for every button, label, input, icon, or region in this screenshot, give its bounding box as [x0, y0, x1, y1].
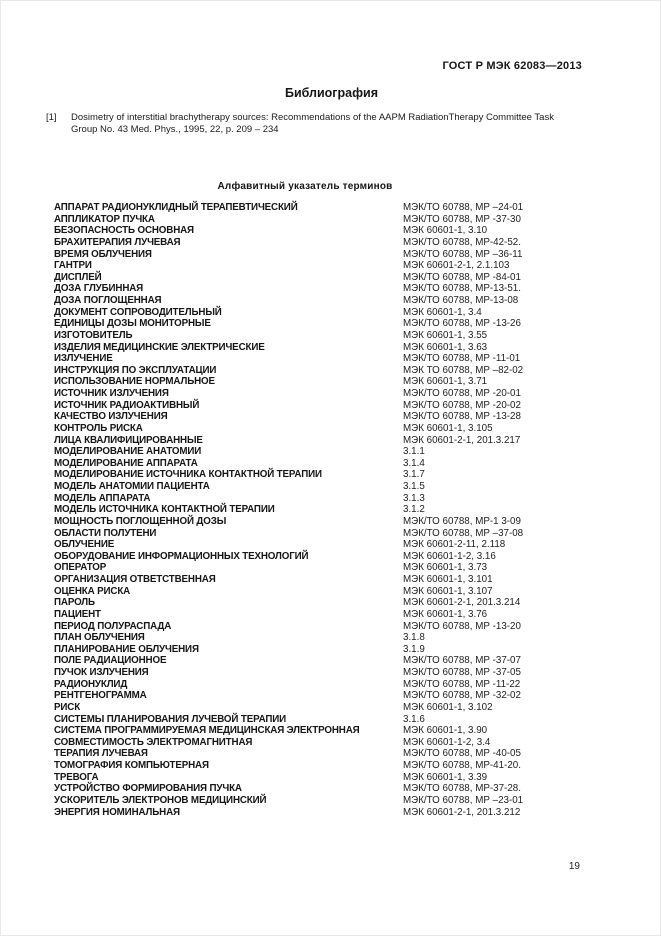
- index-row: [54, 667, 650, 679]
- index-term: РЕНТГЕНОГРАММА: [54, 690, 147, 702]
- index-row: [54, 423, 650, 435]
- standard-number: ГОСТ Р МЭК 62083—2013: [442, 60, 582, 72]
- index-term: ПЕРИОД ПОЛУРАСПАДА: [54, 620, 172, 632]
- index-title: Алфавитный указатель терминов: [217, 181, 393, 192]
- index-row: [54, 609, 650, 621]
- index-row: [54, 795, 650, 807]
- index-row: [54, 574, 650, 586]
- bibliography-entry: [46, 112, 576, 137]
- index-row: [54, 621, 650, 633]
- index-term: ЕДИНИЦЫ ДОЗЫ МОНИТОРНЫЕ: [54, 318, 211, 330]
- index-term: МОЩНОСТЬ ПОГЛОЩЕННОЙ ДОЗЫ: [54, 515, 227, 527]
- index-row: [54, 597, 650, 609]
- index-term: ИЗГОТОВИТЕЛЬ: [54, 329, 133, 341]
- index-ref: МЭК/ТО 60788, МР -37-07: [403, 655, 521, 667]
- index-row: [54, 644, 650, 656]
- index-row: [54, 376, 650, 388]
- index-ref: МЭК/ТО 60788, МР-41-20.: [403, 760, 521, 771]
- index-row: [54, 272, 650, 284]
- index-row: [54, 690, 650, 702]
- index-row: [54, 365, 650, 377]
- index-ref: МЭК 60601-1, 3.71: [403, 376, 488, 388]
- index-ref: МЭК 60601-1, 3.107: [403, 585, 493, 597]
- index-row: [54, 702, 650, 714]
- index-term: ТОМОГРАФИЯ КОМПЬЮТЕРНАЯ: [54, 760, 209, 771]
- index-term: БЕЗОПАСНОСТЬ ОСНОВНАЯ: [54, 225, 194, 237]
- index-term: ИЗДЕЛИЯ МЕДИЦИНСКИЕ ЭЛЕКТРИЧЕСКИЕ: [54, 341, 265, 353]
- index-term: ОРГАНИЗАЦИЯ ОТВЕТСТВЕННАЯ: [54, 574, 216, 585]
- index-row: [54, 458, 650, 470]
- index-term: МОДЕЛИРОВАНИЕ АНАТОМИИ: [54, 446, 202, 458]
- index-ref: МЭК/ТО 60788, МР -84-01: [403, 271, 521, 283]
- index-ref: 3.1.5: [403, 481, 425, 492]
- index-row: [54, 516, 650, 528]
- index-term: ДОЗА ПОГЛОЩЕННАЯ: [54, 295, 162, 306]
- index-ref: МЭК 60601-2-1, 201.3.217: [403, 434, 521, 446]
- index-ref: МЭК/ТО 60788, МР –24-01: [403, 202, 524, 213]
- index-term: ОБЛУЧЕНИЕ: [54, 539, 115, 551]
- index-term: ИЗЛУЧЕНИЕ: [54, 353, 113, 365]
- index-ref: МЭК 60601-1, 3.101: [403, 574, 493, 585]
- index-term: ДОЗА ГЛУБИННАЯ: [54, 283, 144, 295]
- index-term: ТЕРАПИЯ ЛУЧЕВАЯ: [54, 748, 148, 760]
- index-row: [54, 737, 650, 749]
- index-ref: МЭК 60601-1, 3.90: [403, 725, 488, 737]
- index-term: ПАЦИЕНТ: [54, 608, 101, 620]
- index-term: БРАХИТЕРАПИЯ ЛУЧЕВАЯ: [54, 236, 181, 248]
- index-term: ПЛАН ОБЛУЧЕНИЯ: [54, 632, 145, 644]
- index-term: МОДЕЛИРОВАНИЕ ИСТОЧНИКА КОНТАКТНОЙ ТЕРАПИИ: [54, 469, 322, 481]
- index-term: УСКОРИТЕЛЬ ЭЛЕКТРОНОВ МЕДИЦИНСКИЙ: [54, 794, 267, 806]
- index-row: [54, 539, 650, 551]
- index-term: ОБЛАСТИ ПОЛУТЕНИ: [54, 527, 157, 539]
- index-term: МОДЕЛЬ АППАРАТА: [54, 492, 151, 504]
- index-ref: МЭК 60601-1, 3.63: [403, 341, 488, 353]
- index-ref: 3.1.2: [403, 504, 425, 516]
- index-term: СОВМЕСТИМОСТЬ ЭЛЕКТРОМАГНИТНАЯ: [54, 736, 253, 748]
- index-ref: МЭК/ТО 60788, МР -20-02: [403, 399, 521, 411]
- index-term: АППЛИКАТОР ПУЧКА: [54, 213, 155, 225]
- index-row: [54, 481, 650, 493]
- index-term: ОПЕРАТОР: [54, 562, 107, 574]
- index-ref: МЭК/ТО 60788, МР -13-26: [403, 318, 521, 330]
- index-ref: МЭК/ТО 60788, МР -37-30: [403, 213, 521, 225]
- index-ref: МЭК 60601-1-2, 3.16: [403, 550, 496, 562]
- index-term: МОДЕЛЬ АНАТОМИИ ПАЦИЕНТА: [54, 481, 210, 492]
- index-term: ДОКУМЕНТ СОПРОВОДИТЕЛЬНЫЙ: [54, 306, 222, 318]
- index-term: ЛИЦА КВАЛИФИЦИРОВАННЫЕ: [54, 434, 203, 446]
- index-ref: МЭК 60601-1, 3.4: [403, 306, 482, 318]
- index-ref: 3.1.7: [403, 469, 425, 481]
- index-ref: МЭК/ТО 60788, МР -11-22: [403, 678, 521, 690]
- index-term: ОЦЕНКА РИСКА: [54, 585, 131, 597]
- index-row: [54, 214, 650, 226]
- index-term: УСТРОЙСТВО ФОРМИРОВАНИЯ ПУЧКА: [54, 783, 242, 795]
- index-term: КОНТРОЛЬ РИСКА: [54, 422, 143, 434]
- index-row: [54, 342, 650, 354]
- index-row: [54, 493, 650, 505]
- index-term: ИСТОЧНИК РАДИОАКТИВНЫЙ: [54, 399, 200, 411]
- index-term: ПОЛЕ РАДИАЦИОННОЕ: [54, 655, 167, 667]
- index-ref: 3.1.3: [403, 492, 425, 504]
- index-ref: МЭК ТО 60788, МР –82-02: [403, 364, 524, 376]
- index-row: [54, 504, 650, 516]
- index-term: ПЛАНИРОВАНИЕ ОБЛУЧЕНИЯ: [54, 643, 199, 655]
- index-row: [54, 353, 650, 365]
- index-row: [54, 469, 650, 481]
- index-row: [54, 435, 650, 447]
- index-row: [54, 260, 650, 272]
- index-term: МОДЕЛЬ ИСТОЧНИКА КОНТАКТНОЙ ТЕРАПИИ: [54, 504, 275, 516]
- index-row: [54, 283, 650, 295]
- index-ref: МЭК/ТО 60788, МР –23-01: [403, 794, 524, 806]
- index-ref: МЭК 60601-2-1, 2.1.103: [403, 260, 510, 272]
- index-ref: 3.1.8: [403, 632, 425, 644]
- index-row: [54, 318, 650, 330]
- index-row: [54, 714, 650, 726]
- index-ref: МЭК/ТО 60788, МР -32-02: [403, 690, 521, 702]
- index-row: [54, 411, 650, 423]
- bibliography-title: Библиография: [284, 86, 379, 100]
- index-row: [54, 748, 650, 760]
- index-ref: 3.1.1: [403, 446, 425, 458]
- index-term: КАЧЕСТВО ИЗЛУЧЕНИЯ: [54, 411, 168, 423]
- index-row: [54, 330, 650, 342]
- index-term: ГАНТРИ: [54, 260, 92, 272]
- index-ref: МЭК/ТО 60788, МР -13-20: [403, 620, 521, 632]
- index-term: СИСТЕМЫ ПЛАНИРОВАНИЯ ЛУЧЕВОЙ ТЕРАПИИ: [54, 713, 287, 725]
- index-ref: МЭК 60601-1, 3.55: [403, 329, 488, 341]
- index-row: [54, 225, 650, 237]
- index-ref: 3.1.4: [403, 457, 425, 469]
- index-term: РАДИОНУКЛИД: [54, 678, 128, 690]
- index-ref: МЭК 60601-1, 3.73: [403, 562, 488, 574]
- index-ref: МЭК/ТО 60788, МР -40-05: [403, 748, 521, 760]
- bibliography-entry-text: Dosimetry of interstitial brachytherapy sources: Recommendations of the AAPM RadiationTherapy Committee Task Group No. 43 Med. Phys., 1995, 22, p. 209 – 234: [71, 112, 554, 136]
- index-row: [54, 586, 650, 598]
- page-number: 19: [568, 861, 580, 872]
- index-row: [54, 551, 650, 563]
- index-term: ДИСПЛЕЙ: [54, 271, 102, 283]
- index-term: СИСТЕМА ПРОГРАММИРУЕМАЯ МЕДИЦИНСКАЯ ЭЛЕКТРОННАЯ: [54, 725, 360, 737]
- bibliography-entry-marker: [1]: [46, 112, 57, 123]
- index-list: [54, 202, 650, 818]
- index-term: РИСК: [54, 701, 81, 713]
- index-row: [54, 307, 650, 319]
- index-row: [54, 655, 650, 667]
- index-ref: МЭК 60601-2-1, 201.3.212: [403, 806, 521, 818]
- index-row: [54, 807, 650, 819]
- index-row: [54, 528, 650, 540]
- index-ref: МЭК/ТО 60788, МР-13-08: [403, 295, 519, 306]
- index-row: [54, 446, 650, 458]
- index-ref: МЭК/ТО 60788, МР-37-28.: [403, 783, 521, 795]
- index-row: [54, 783, 650, 795]
- index-row: [54, 202, 650, 214]
- index-term: АППАРАТ РАДИОНУКЛИДНЫЙ ТЕРАПЕВТИЧЕСКИЙ: [54, 202, 298, 213]
- index-term: ПАРОЛЬ: [54, 597, 95, 609]
- index-term: ВРЕМЯ ОБЛУЧЕНИЯ: [54, 248, 152, 260]
- index-term: ОБОРУДОВАНИЕ ИНФОРМАЦИОННЫХ ТЕХНОЛОГИЙ: [54, 550, 309, 562]
- index-row: [54, 237, 650, 249]
- index-row: [54, 632, 650, 644]
- index-ref: МЭК/ТО 60788, МР –36-11: [403, 248, 523, 260]
- index-ref: 3.1.9: [403, 643, 425, 655]
- index-ref: МЭК 60601-1-2, 3.4: [403, 736, 491, 748]
- index-row: [54, 562, 650, 574]
- index-ref: МЭК/ТО 60788, МР -13-28: [403, 411, 521, 423]
- index-row: [54, 388, 650, 400]
- index-term: ИНСТРУКЦИЯ ПО ЭКСПЛУАТАЦИИ: [54, 364, 217, 376]
- index-row: [54, 679, 650, 691]
- index-term: МОДЕЛИРОВАНИЕ АППАРАТА: [54, 457, 198, 469]
- index-ref: МЭК/ТО 60788, МР –37-08: [403, 527, 524, 539]
- index-ref: МЭК/ТО 60788, МР -11-01: [403, 353, 521, 365]
- index-ref: МЭК/ТО 60788, МР-1 3-09: [403, 515, 521, 527]
- index-row: [54, 760, 650, 772]
- index-ref: МЭК/ТО 60788, МР -20-01: [403, 388, 521, 399]
- index-term: ИСТОЧНИК ИЗЛУЧЕНИЯ: [54, 388, 169, 399]
- index-term: ЭНЕРГИЯ НОМИНАЛЬНАЯ: [54, 806, 180, 818]
- index-ref: МЭК 60601-1, 3.76: [403, 608, 488, 620]
- index-term: ИСПОЛЬЗОВАНИЕ НОРМАЛЬНОЕ: [54, 376, 215, 388]
- index-row: [54, 295, 650, 307]
- index-ref: 3.1.6: [403, 713, 425, 725]
- index-ref: МЭК/ТО 60788, МР-42-52.: [403, 236, 521, 248]
- index-ref: МЭК 60601-1, 3.39: [403, 771, 488, 783]
- index-ref: МЭК 60601-1, 3.10: [403, 225, 488, 237]
- index-ref: МЭК/ТО 60788, МР-13-51.: [403, 283, 521, 295]
- index-term: ТРЕВОГА: [54, 771, 99, 783]
- index-ref: МЭК/ТО 60788, МР -37-05: [403, 667, 521, 678]
- index-ref: МЭК 60601-2-1, 201.3.214: [403, 597, 521, 609]
- index-row: [54, 725, 650, 737]
- index-ref: МЭК 60601-1, 3.105: [403, 422, 493, 434]
- index-ref: МЭК 60601-2-11, 2.118: [403, 539, 506, 551]
- index-ref: МЭК 60601-1, 3.102: [403, 701, 493, 713]
- index-row: [54, 400, 650, 412]
- index-term: ПУЧОК ИЗЛУЧЕНИЯ: [54, 667, 149, 678]
- index-row: [54, 249, 650, 261]
- index-row: [54, 772, 650, 784]
